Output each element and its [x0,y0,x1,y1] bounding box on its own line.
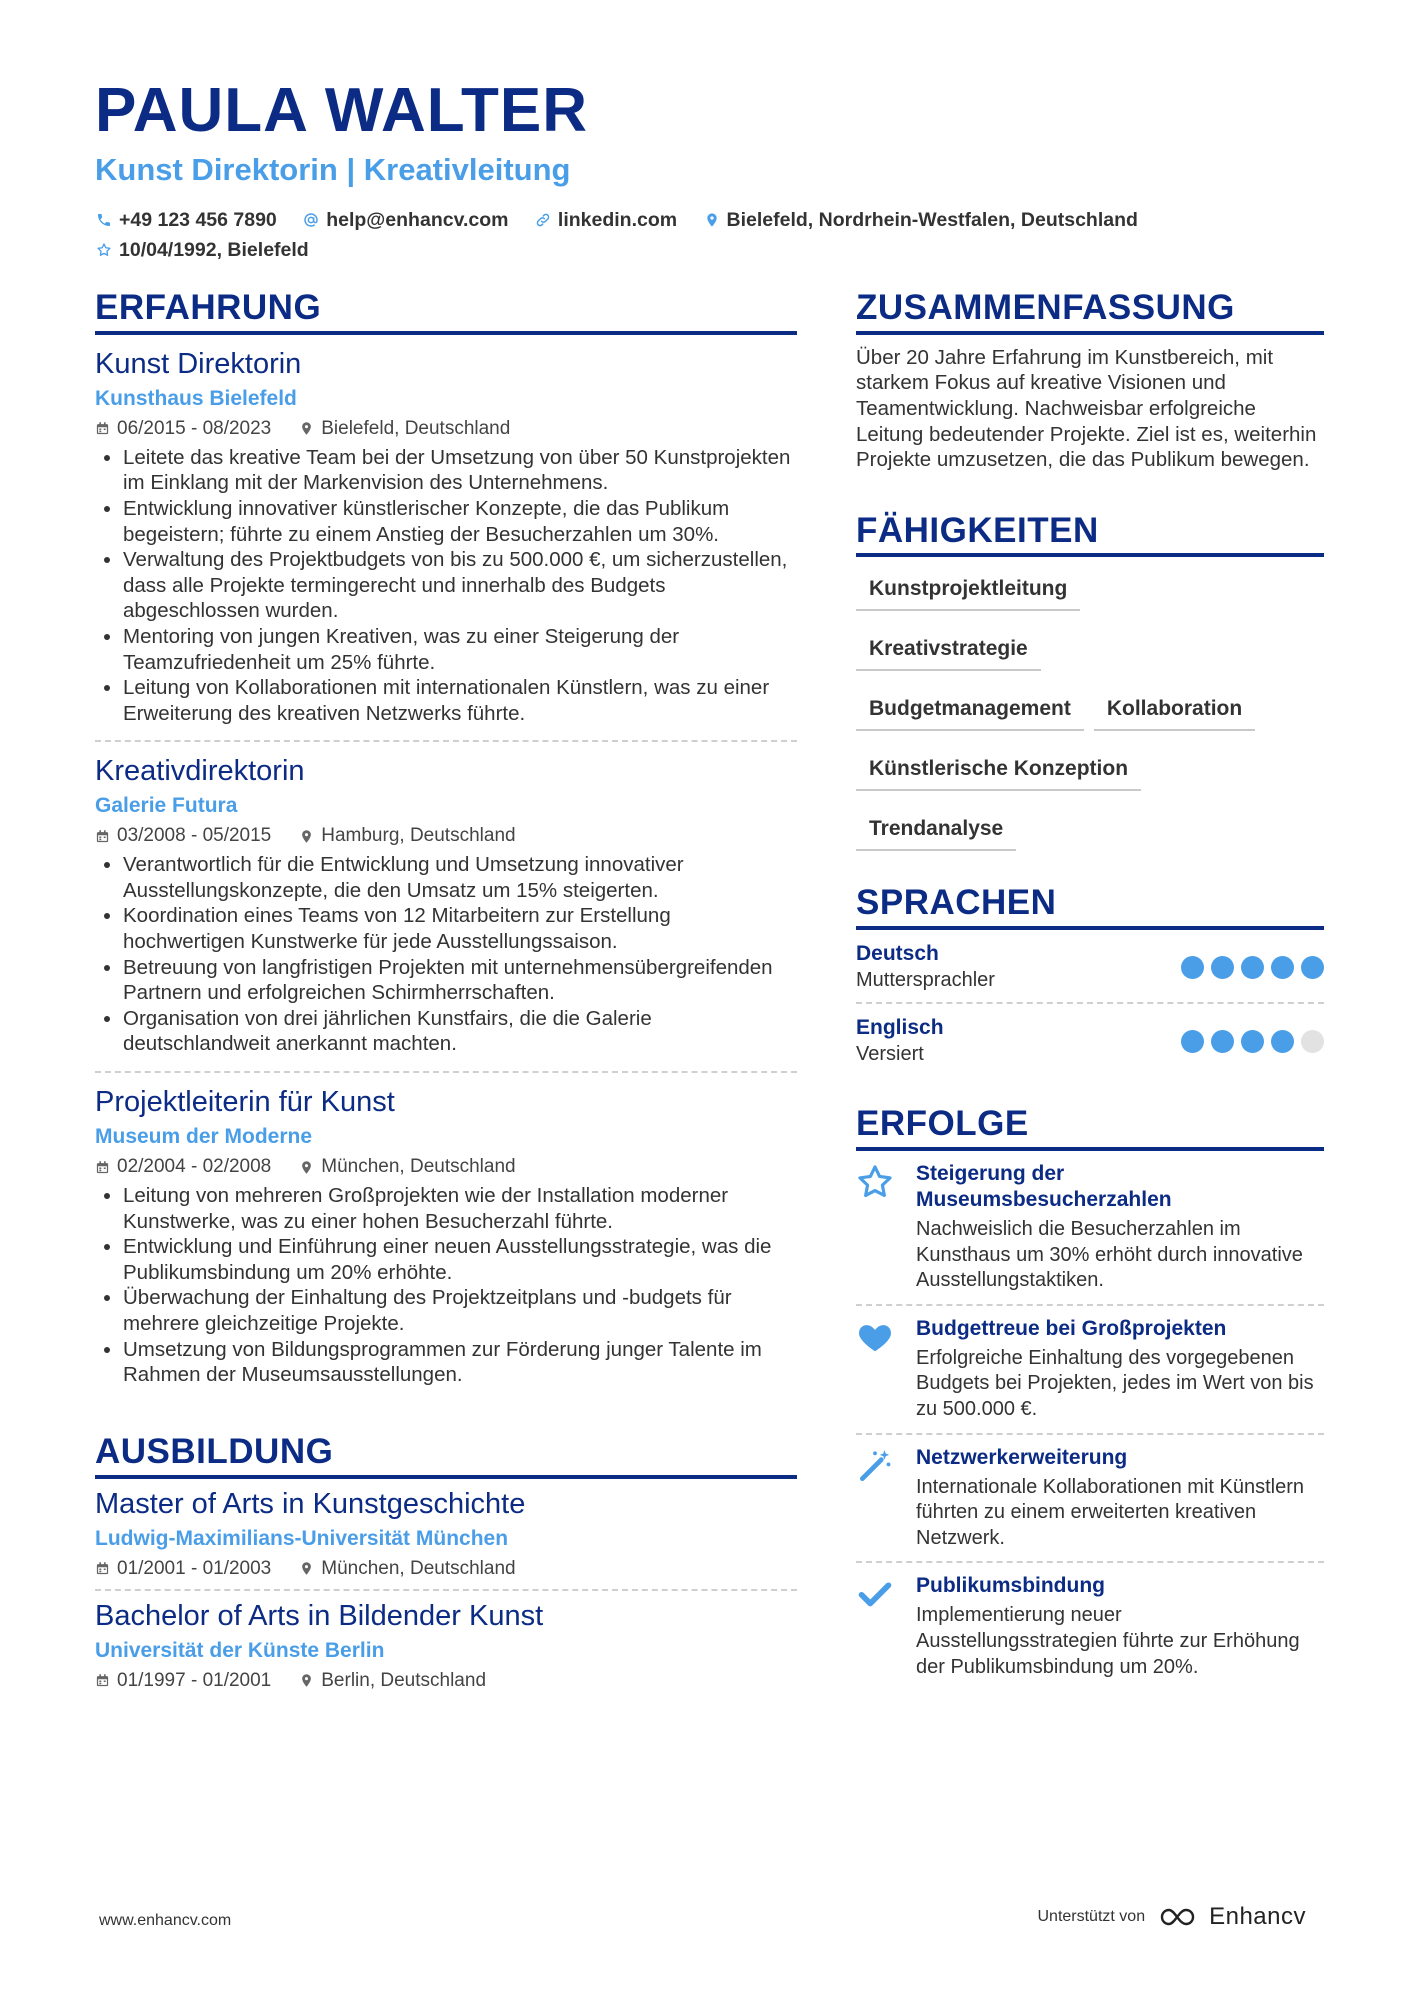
rating-dot-empty [1301,1030,1324,1053]
language-item [856,930,1324,1004]
rating-dot-filled [1271,956,1294,979]
calendar-icon [95,1160,110,1175]
skill-tag: Künstlerische Konzeption [856,749,1141,791]
rating-dot-filled [1211,1030,1234,1053]
job-meta [95,822,797,850]
location-pin-icon [299,829,314,844]
star-icon [856,1163,894,1201]
education-location-text: Berlin, Deutschland [321,1669,487,1691]
contact-linkedin-text: linkedin.com [557,209,678,231]
achievement-item [856,1151,1324,1306]
job-dates-text: 02/2004 - 02/2008 [117,1156,272,1178]
languages-list [856,930,1324,1076]
language-level: Muttersprachler [856,969,995,992]
education-list [95,1479,797,1701]
job-location-text: München, Deutschland [321,1156,516,1178]
rating-dot-filled [1301,956,1324,979]
job-title: Projektleiterin für Kunst [95,1086,395,1119]
education-location [299,1555,515,1583]
location-pin-icon [299,1673,314,1688]
achievement-text: Implementierung neuer Ausstellungsstrategien führte zur Erhöhung der Publikumsbindung um 20%. [916,1604,1300,1678]
job-meta [95,1153,797,1181]
education-item [95,1479,797,1591]
location-pin-icon [703,211,721,229]
job-title: Kreativdirektorin [95,755,305,788]
rating-dot-filled [1181,956,1204,979]
contact-phone-text: +49 123 456 7890 [119,209,277,231]
job-location [299,415,510,443]
checkmark-icon [856,1575,894,1613]
skills-list [856,569,1324,869]
location-pin-icon [299,421,314,436]
job-title: Kunst Direktorin [95,347,302,380]
job-bullet: • Verantwortlich für die Entwicklung und Umsetzung innovativer Ausstellungskonzepte, die den Umsatz um 15% steigerten. [123,852,797,903]
language-name: Deutsch [856,942,939,966]
education-dates-text: 01/2001 - 01/2003 [117,1557,272,1579]
achievement-title: Netzwerkerweiterung [916,1445,1128,1469]
education-section-title: AUSBILDUNG [95,1434,797,1479]
achievement-item [856,1435,1324,1564]
degree-title: Bachelor of Arts in Bildender Kunst [95,1599,544,1632]
achievements-list [856,1151,1324,1690]
achievement-text: Erfolgreiche Einhaltung des vorgegebenen Budgets bei Projekten, jedes im Wert von bis zu 500.000 €. [916,1346,1314,1420]
job-company: Museum der Moderne [95,1125,313,1149]
job-bullet: • Überwachung der Einhaltung des Projektzeitplans und -budgets für mehrere gleichzeitige Projekte. [123,1285,797,1336]
job-bullet: • Leitung von mehreren Großprojekten wie der Installation moderner Kunstwerke, was zu einer hohen Besucherzahl führte. [123,1183,797,1234]
job-bullets [95,852,797,1057]
enhancv-logo[interactable] [1157,1903,1306,1931]
achievement-text: Nachweislich die Besucherzahlen im Kunsthaus um 30% erhöht durch innovative Ausstellungstaktiken. [916,1217,1303,1292]
achievement-title: Budgettreue bei Großprojekten [916,1316,1227,1340]
candidate-name: PAULA WALTER [95,76,589,145]
job-location [299,1153,515,1181]
skills-section-title: FÄHIGKEITEN [856,513,1324,558]
education-dates [95,1667,271,1695]
job-company: Galerie Futura [95,794,238,818]
job-dates [95,1153,271,1181]
language-item [856,1004,1324,1076]
job-bullets [95,445,797,727]
contact-email[interactable] [302,206,508,234]
calendar-icon [95,829,110,844]
calendar-icon [95,421,110,436]
skill-tag: Kollaboration [1094,689,1255,731]
language-level: Versiert [856,1043,924,1066]
job-dates [95,822,271,850]
job-dates-text: 03/2008 - 05/2015 [117,825,272,847]
job-bullet: • Leitete das kreative Team bei der Umsetzung von über 50 Kunstprojekten im Einklang mit der Markenvision des Unternehmens. [123,445,797,496]
job-meta [95,415,797,443]
skill-tag: Budgetmanagement [856,689,1084,731]
school-name: Universität der Künste Berlin [95,1638,385,1662]
job-bullet: • Organisation von drei jährlichen Kunstfairs, die die Galerie deutschlandweit anerkannt machten. [123,1006,797,1057]
job-bullet: • Verwaltung des Projektbudgets von bis zu 500.000 €, um sicherzustellen, dass alle Projekte termingerecht und innerhalb des Budgets abgeschlossen wurden. [123,547,797,624]
achievement-text: Internationale Kollaborationen mit Künstlern führten zu einem erweiterten kreativen Netzwerk. [916,1475,1305,1549]
location-pin-icon [299,1160,314,1175]
star-outline-icon [95,241,113,259]
job-bullet: • Leitung von Kollaborationen mit internationalen Künstlern, was zu einer Erweiterung des kreativen Netzwerks führte. [123,675,797,726]
summary-section-title: ZUSAMMENFASSUNG [856,290,1324,335]
experience-item [95,1073,797,1402]
footer-url[interactable]: www.enhancv.com [99,1912,232,1929]
job-location [299,822,515,850]
job-dates [95,415,271,443]
job-company: Kunsthaus Bielefeld [95,386,297,410]
job-bullet: • Koordination eines Teams von 12 Mitarbeitern zur Erstellung hochwertigen Kunstwerke für jede Ausstellungssaison. [123,903,797,954]
at-icon [302,211,320,229]
education-item [95,1591,797,1701]
achievement-title: Publikumsbindung [916,1574,1105,1598]
school-name: Ludwig-Maximilians-Universität München [95,1526,509,1550]
degree-title: Master of Arts in Kunstgeschichte [95,1487,526,1520]
footer-brand [1037,1903,1306,1931]
contact-list [95,206,1325,266]
rating-dot-filled [1271,1030,1294,1053]
calendar-icon [95,1673,110,1688]
education-location-text: München, Deutschland [321,1557,516,1579]
job-bullet: • Entwicklung innovativer künstlerischer Konzepte, die das Publikum begeistern; führte zu einem Anstieg der Besucherzahlen um 30%. [123,496,797,547]
infinity-logo-icon [1157,1905,1203,1929]
skill-tag: Kreativstrategie [856,629,1041,671]
rating-dot-filled [1241,1030,1264,1053]
job-bullet: • Betreuung von langfristigen Projekten mit unternehmensübergreifenden Partnern und erfolgreichen Schirmherrschaften. [123,955,797,1006]
education-dates-text: 01/1997 - 01/2001 [117,1669,272,1691]
candidate-headline: Kunst Direktorin | Kreativleitung [95,152,571,187]
contact-birth [95,236,309,264]
language-rating [1174,956,1324,979]
magic-wand-icon [856,1447,894,1485]
experience-list [95,335,797,1402]
job-bullets [95,1183,797,1388]
contact-email-text: help@enhancv.com [326,209,509,231]
contact-location-text: Bielefeld, Nordrhein-Westfalen, Deutschland [726,209,1138,231]
achievements-section-title: ERFOLGE [856,1106,1324,1151]
languages-section-title: SPRACHEN [856,885,1324,930]
achievement-item [856,1306,1324,1435]
heart-icon [856,1318,894,1356]
experience-section-title: ERFAHRUNG [95,290,797,335]
rating-dot-filled [1241,956,1264,979]
language-name: Englisch [856,1016,944,1040]
powered-by-text: Unterstützt von [1037,1908,1146,1925]
language-rating [1174,1030,1324,1053]
job-location-text: Bielefeld, Deutschland [321,417,511,439]
job-location-text: Hamburg, Deutschland [321,825,516,847]
education-meta [95,1667,797,1695]
location-pin-icon [299,1561,314,1576]
job-bullet: • Entwicklung und Einführung einer neuen Ausstellungsstrategie, was die Publikumsbindung um 20% erhöhte. [123,1234,797,1285]
job-bullet: • Umsetzung von Bildungsprogrammen zur Förderung junger Talente im Rahmen der Museumsausstellungen. [123,1337,797,1388]
job-bullet: • Mentoring von jungen Kreativen, was zu einer Steigerung der Teamzufriedenheit um 25% führte. [123,624,797,675]
skill-tag: Kunstprojektleitung [856,569,1080,611]
experience-item [95,335,797,743]
experience-item [95,742,797,1073]
summary-text: Über 20 Jahre Erfahrung im Kunstbereich, mit starkem Fokus auf kreative Visionen und Teamentwicklung. Nachweisbar erfolgreiche Leitung bedeutender Projekte. Ziel ist es, weiterhin Projekte umzusetzen, die das Publikum bewegen. [856,345,1317,472]
education-dates [95,1555,271,1583]
left-column [95,290,797,1701]
calendar-icon [95,1561,110,1576]
rating-dot-filled [1211,956,1234,979]
rating-dot-filled [1181,1030,1204,1053]
skill-tag: Trendanalyse [856,809,1016,851]
achievement-title: Steigerung der Museumsbesucherzahlen [916,1161,1172,1211]
link-icon [534,211,552,229]
job-dates-text: 06/2015 - 08/2023 [117,417,272,439]
right-column [856,290,1324,1690]
contact-birth-text: 10/04/1992, Bielefeld [119,239,309,261]
contact-location [703,206,1138,234]
phone-icon [95,211,113,229]
contact-phone[interactable] [95,206,277,234]
contact-linkedin[interactable] [534,206,677,234]
education-meta [95,1555,797,1583]
achievement-item [856,1563,1324,1690]
education-location [299,1667,486,1695]
brand-name: Enhancv [1209,1903,1306,1930]
